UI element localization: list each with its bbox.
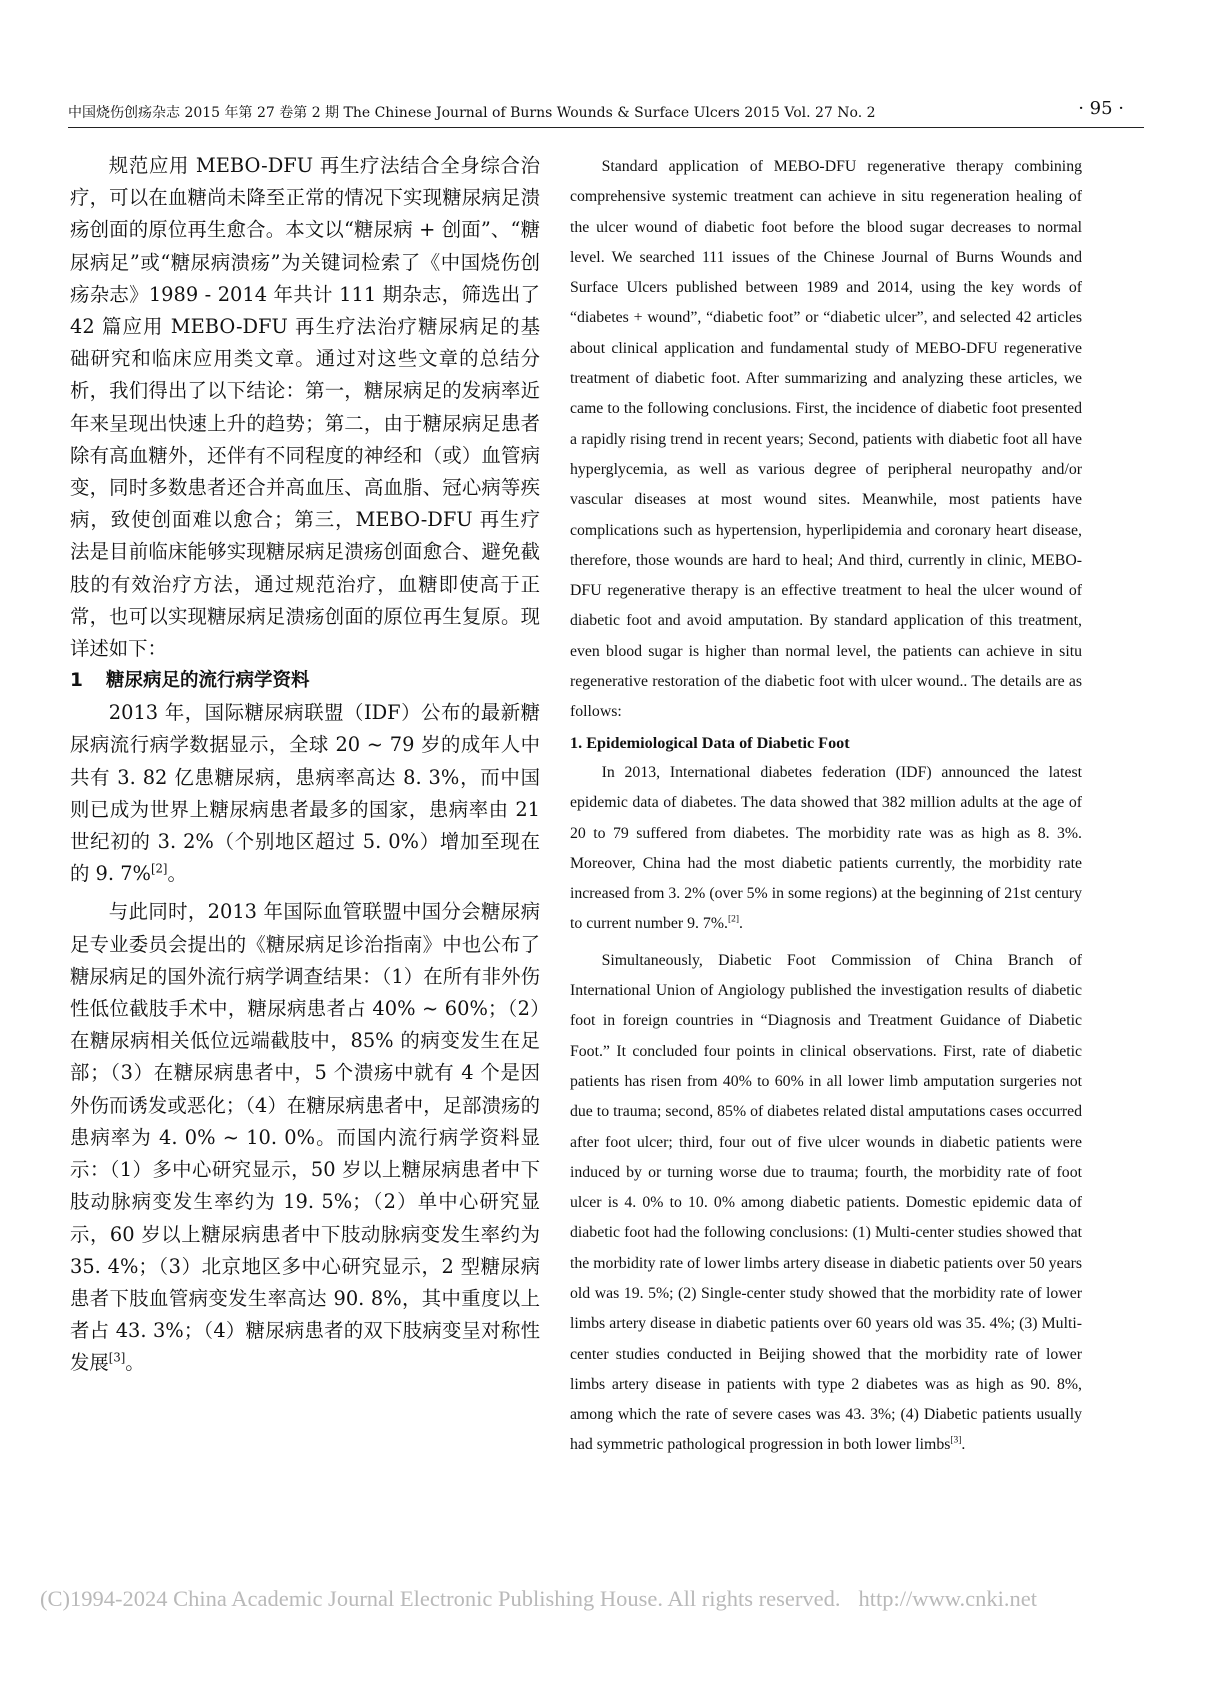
copyright-watermark [40,1586,1200,1612]
guideline-paragraph-en [570,946,1082,1461]
cnki-url: http://www.cnki.net [858,1586,1038,1611]
section-heading-en: 1. Epidemiological Data of Diabetic Foot [570,733,850,752]
section-number: 1 [70,670,83,692]
chinese-text-column [70,150,540,1380]
running-header [68,96,1148,126]
page-number: · 95 · [1078,98,1124,119]
citation-ref: [2] [727,915,739,926]
section-title-zh: 糖尿病足的流行病学资料 [106,670,310,692]
epidemiology-paragraph-zh [70,697,540,890]
paragraph-end: 。 [125,1351,145,1375]
copyright-text: (C)1994-2024 China Academic Journal Electronic Publishing House. All rights reserved. [40,1586,841,1611]
paragraph-text: 与此同时，2013 年国际血管联盟中国分会糖尿病足专业委员会提出的《糖尿病足诊治指南》中也公布了糖尿病足的国外流行病学调查结果：（1）在所有非外伤性低位截肢手术中，糖尿病患者占 40% ~ 60%；（2）在糖尿病相关低位远端截肢中，85% 的病变发生在足部；（3）在糖尿病患者中，5 个溃疡中就有 4 个是因外伤而诱发或恶化；（4）在糖尿病患者中，足部溃疡的患病率为 4. 0% ~ 10. 0%。而国内流行病学资料显示：（1）多中心研究显示，50 岁以上糖尿病患者中下肢动脉病变发生率约为 19. 5%；（2）单中心研究显示，60 岁以上糖尿病患者中下肢动脉病变发生率约为 35. 4%；（3）北京地区多中心研究显示，2 型糖尿病患者下肢血管病变发生率高达 90. 8%，其中重度以上者占 43. 3%；（4）糖尿病患者的双下肢病变呈对称性发展 [70,900,540,1375]
journal-citation-line: 中国烧伤创疡杂志 2015 年第 27 卷第 2 期 The Chinese Journal of Burns Wounds & Surface Ulcers 2015 Vol. 27 No. 2 [68,105,876,121]
section-heading-zh [70,665,540,697]
paragraph-end: 。 [167,862,187,886]
english-text-column [570,152,1082,1461]
paragraph-end: . [961,1436,966,1454]
epidemiology-paragraph-en [570,758,1082,940]
citation-ref: [3] [108,1350,126,1365]
guideline-paragraph-zh [70,896,540,1379]
paragraph-text: Simultaneously, Diabetic Foot Commission of China Branch of International Union of Angiology published the investigation results of diabetic foot in foreign countries in “Diagnosis and Treatment Guidance of Diabetic Foot.” It concluded four points in clinical observations. First, rate of diabetic patients has risen from 40% to 60% in all lower limb amputation surgeries not due to trauma; second, 85% of diabetes related distal amputations cases occurred after foot ulcer; third, four out of five ulcer wounds in diabetic patients were induced by or turning worse due to trauma; fourth, the morbidity rate of foot ulcer is 4. 0% to 10. 0% among diabetic patients. Domestic epidemic data of diabetic foot had the following conclusions: (1) Multi-center studies showed that the morbidity rate of lower limbs artery disease in diabetic patients over 50 years old was 19. 5%; (2) Single-center study showed that the morbidity rate of lower limbs artery disease in diabetic patients over 60 years old was 35. 4%; (3) Multi-center studies conducted in Beijing showed that the morbidity rate of lower limbs artery disease in patients with type 2 diabetes was as high as 90. 8%, among which the rate of severe cases was 43. 3%; (4) Diabetic patients usually had symmetric pathological progression in both lower limbs [570,951,1082,1454]
citation-ref: [3] [950,1436,962,1447]
intro-paragraph-en: Standard application of MEBO-DFU regenerative therapy combining comprehensive systemic treatment can achieve in situ regeneration healing of the ulcer wound of diabetic foot before the blood sugar decreases to normal level. We searched 111 issues of the Chinese Journal of Burns Wounds and Surface Ulcers published between 1989 and 2014, using the key words of “diabetes + wound”, “diabetic foot” or “diabetic ulcer”, and selected 42 articles about clinical application and fundamental study of MEBO-DFU regenerative treatment of diabetic foot. After summarizing and analyzing these articles, we came to the following conclusions. First, the incidence of diabetic foot presented a rapidly rising trend in recent years; Second, patients with diabetic foot all have hyperglycemia, as well as various degree of peripheral neuropathy and/or vascular diseases at most wound sites. Meanwhile, most patients have complications such as hypertension, hyperlipidemia and coronary heart disease, therefore, those wounds are hard to heal; And third, currently in clinic, MEBO-DFU regenerative therapy is an effective treatment to heal the ulcer wound of diabetic foot and avoid amputation. By standard application of this treatment, even blood sugar is higher than normal level, the patients can achieve in situ regenerative restoration of the diabetic foot with ulcer wound.. The details are as follows: [570,158,1082,721]
citation-ref: [2] [150,861,168,876]
intro-paragraph-zh: 规范应用 MEBO-DFU 再生疗法结合全身综合治疗，可以在血糖尚未降至正常的情况下实现糖尿病足溃疡创面的原位再生愈合。本文以“糖尿病 + 创面”、“糖尿病足”或“糖尿病溃疡”为关键词检索了《中国烧伤创疡杂志》1989 - 2014 年共计 111 期杂志，筛选出了 42 篇应用 MEBO-DFU 再生疗法治疗糖尿病足的基础研究和临床应用类文章。通过对这些文章的总结分析，我们得出了以下结论：第一，糖尿病足的发病率近年来呈现出快速上升的趋势；第二，由于糖尿病足患者除有高血糖外，还伴有不同程度的神经和（或）血管病变，同时多数患者还合并高血压、高血脂、冠心病等疾病，致使创面难以愈合；第三，MEBO-DFU 再生疗法是目前临床能够实现糖尿病足溃疡创面愈合、避免截肢的有效治疗方法，通过规范治疗，血糖即使高于正常，也可以实现糖尿病足溃疡创面的原位再生复原。现详述如下： [70,154,540,661]
paragraph-text: 2013 年，国际糖尿病联盟（IDF）公布的最新糖尿病流行病学数据显示，全球 20 ~ 79 岁的成年人中共有 3. 82 亿患糖尿病，患病率高达 8. 3%，而中国则已成为世界上糖尿病患者最多的国家，患病率由 21 世纪初的 3. 2%（个别地区超过 5. 0%）增加至现在的 9. 7% [70,701,540,886]
paragraph-text: In 2013, International diabetes federation (IDF) announced the latest epidemic data of diabetes. The data showed that 382 million adults at the age of 20 to 79 suffered from diabetes. The morbidity rate was as high as 8. 3%. Moreover, China had the most diabetic patients currently, the morbidity rate increased from 3. 2% (over 5% in some regions) at the beginning of 21st century to current number 9. 7%. [570,763,1082,933]
header-rule [68,127,1144,128]
paragraph-end: . [738,915,743,933]
